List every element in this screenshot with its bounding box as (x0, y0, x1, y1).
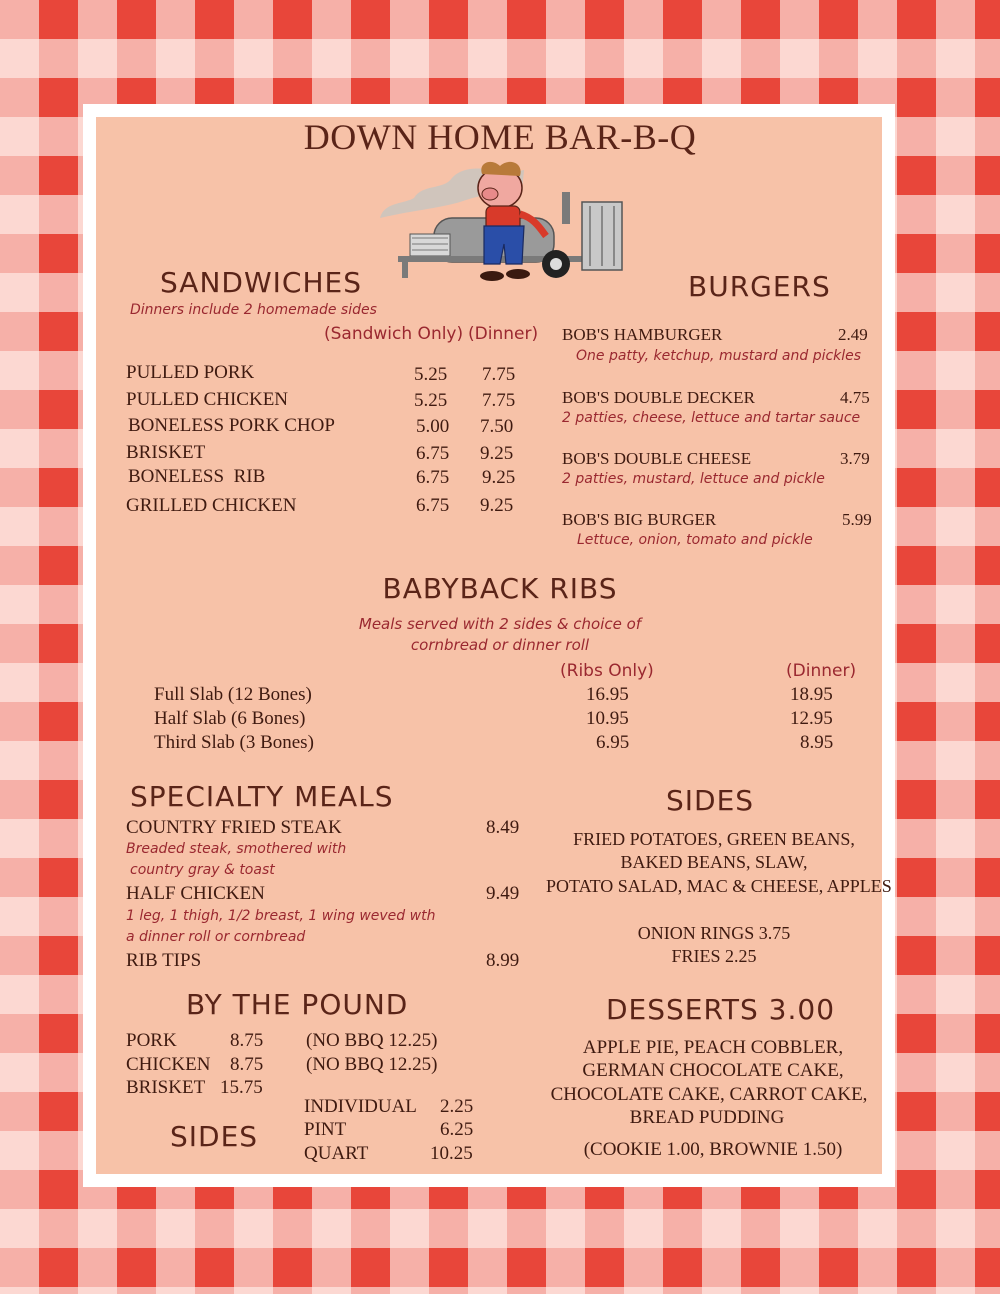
col-sandwich-only: (Sandwich Only) (324, 324, 464, 344)
ribs-note-1: Meals served with 2 sides & choice of (358, 615, 642, 633)
side-size-price: 10.25 (430, 1143, 473, 1164)
specialty-item-name: RIB TIPS (126, 950, 202, 971)
sides-line: BAKED BEANS, SLAW, (620, 852, 808, 872)
burger-item-desc: Lettuce, onion, tomato and pickle (577, 532, 813, 548)
ribs-heading: BABYBACK RIBS (382, 572, 618, 605)
sandwiches-heading: SANDWICHES (160, 266, 362, 299)
desserts-line: GERMAN CHOCOLATE CAKE, (582, 1060, 844, 1081)
desserts-line: CHOCOLATE CAKE, CARROT CAKE, (550, 1084, 868, 1105)
side-size-name: QUART (304, 1143, 369, 1164)
side-sizes-heading: SIDES (170, 1120, 259, 1153)
sandwich-item-price: 5.00 (416, 416, 450, 437)
specialty-heading: SPECIALTY MEALS (130, 780, 394, 813)
sandwich-item-dinner-price: 9.25 (480, 443, 514, 464)
pound-item-name: CHICKEN (126, 1054, 211, 1075)
burger-item-desc: 2 patties, mustard, lettuce and pickle (562, 471, 825, 487)
sandwich-item-price: 6.75 (416, 467, 450, 488)
pound-item-nobbq: (NO BBQ 12.25) (306, 1030, 438, 1051)
ribs-item-price: 6.95 (596, 732, 630, 753)
sandwich-item-name: BONELESS RIB (128, 466, 266, 487)
sides-heading: SIDES (666, 784, 755, 817)
col-ribs-dinner: (Dinner) (786, 661, 857, 681)
ribs-item-price: 16.95 (586, 684, 629, 705)
specialty-item-price: 8.99 (486, 950, 520, 971)
sandwich-item-name: PULLED CHICKEN (126, 389, 289, 410)
sandwich-item-name: BRISKET (126, 442, 206, 463)
pound-item-price: 15.75 (220, 1077, 263, 1098)
pound-item-nobbq: (NO BBQ 12.25) (306, 1054, 438, 1075)
desserts-heading: DESSERTS 3.00 (606, 993, 836, 1026)
sandwich-item-name: PULLED PORK (126, 362, 255, 383)
onion-rings: ONION RINGS 3.75 (637, 923, 791, 943)
sandwich-item-name: GRILLED CHICKEN (126, 495, 297, 516)
burger-item-price: 5.99 (842, 510, 872, 529)
burger-item-name: BOB'S HAMBURGER (562, 325, 723, 344)
burger-item-price: 2.49 (838, 325, 868, 344)
ribs-item-name: Half Slab (6 Bones) (154, 708, 306, 729)
sandwiches-note: Dinners include 2 homemade sides (130, 302, 377, 318)
specialty-item-price: 9.49 (486, 883, 520, 904)
ribs-item-dinner-price: 18.95 (790, 684, 833, 705)
burger-item-name: BOB'S BIG BURGER (562, 510, 717, 529)
sides-line: FRIED POTATOES, GREEN BEANS, (573, 829, 855, 849)
ribs-item-dinner-price: 8.95 (800, 732, 834, 753)
pound-item-name: BRISKET (126, 1077, 206, 1098)
burger-item-desc: One patty, ketchup, mustard and pickles (576, 348, 862, 364)
sandwich-item-name: BONELESS PORK CHOP (128, 415, 335, 436)
specialty-item-desc: country gray & toast (130, 862, 275, 878)
burger-item-price: 3.79 (840, 449, 870, 468)
side-size-price: 2.25 (440, 1096, 474, 1117)
side-size-price: 6.25 (440, 1119, 474, 1140)
ribs-item-dinner-price: 12.95 (790, 708, 833, 729)
ribs-item-name: Third Slab (3 Bones) (154, 732, 314, 753)
sandwich-item-price: 5.25 (414, 390, 448, 411)
ribs-item-price: 10.95 (586, 708, 629, 729)
sandwich-item-dinner-price: 7.75 (482, 390, 516, 411)
sandwich-item-dinner-price: 7.75 (482, 364, 516, 385)
burger-item-name: BOB'S DOUBLE DECKER (562, 388, 755, 407)
desserts-extras: (COOKIE 1.00, BROWNIE 1.50) (583, 1139, 843, 1160)
col-dinner: (Dinner) (468, 324, 539, 344)
sandwich-item-dinner-price: 9.25 (482, 467, 516, 488)
specialty-item-name: HALF CHICKEN (126, 883, 265, 904)
sandwich-item-price: 6.75 (416, 495, 450, 516)
specialty-item-desc: 1 leg, 1 thigh, 1/2 breast, 1 wing weved wth (126, 908, 436, 924)
pound-item-price: 8.75 (230, 1030, 264, 1051)
burger-item-price: 4.75 (840, 388, 870, 407)
specialty-item-desc: Breaded steak, smothered with (126, 841, 347, 857)
specialty-item-desc: a dinner roll or cornbread (126, 929, 306, 945)
pound-item-name: PORK (126, 1030, 177, 1051)
desserts-line: BREAD PUDDING (629, 1107, 785, 1128)
ribs-note-2: cornbread or dinner roll (410, 636, 590, 654)
burgers-heading: BURGERS (688, 270, 831, 303)
burger-item-name: BOB'S DOUBLE CHEESE (562, 449, 752, 468)
page-title: DOWN HOME BAR-B-Q (303, 117, 697, 157)
burger-item-desc: 2 patties, cheese, lettuce and tartar sauce (562, 410, 861, 426)
sandwich-item-price: 6.75 (416, 443, 450, 464)
side-size-name: INDIVIDUAL (304, 1096, 417, 1117)
ribs-item-name: Full Slab (12 Bones) (154, 684, 312, 705)
sandwich-item-price: 5.25 (414, 364, 448, 385)
fries: FRIES 2.25 (671, 946, 757, 966)
pound-heading: BY THE POUND (186, 988, 409, 1021)
specialty-item-name: COUNTRY FRIED STEAK (126, 817, 342, 838)
col-ribs-only: (Ribs Only) (560, 661, 654, 681)
pound-item-price: 8.75 (230, 1054, 264, 1075)
sandwich-item-dinner-price: 7.50 (480, 416, 514, 437)
sandwich-item-dinner-price: 9.25 (480, 495, 514, 516)
side-size-name: PINT (304, 1119, 347, 1140)
specialty-item-price: 8.49 (486, 817, 520, 838)
desserts-line: APPLE PIE, PEACH COBBLER, (582, 1037, 844, 1058)
pig-chef-smoker-icon (374, 154, 630, 288)
sides-line: POTATO SALAD, MAC & CHEESE, APPLES (546, 876, 892, 896)
